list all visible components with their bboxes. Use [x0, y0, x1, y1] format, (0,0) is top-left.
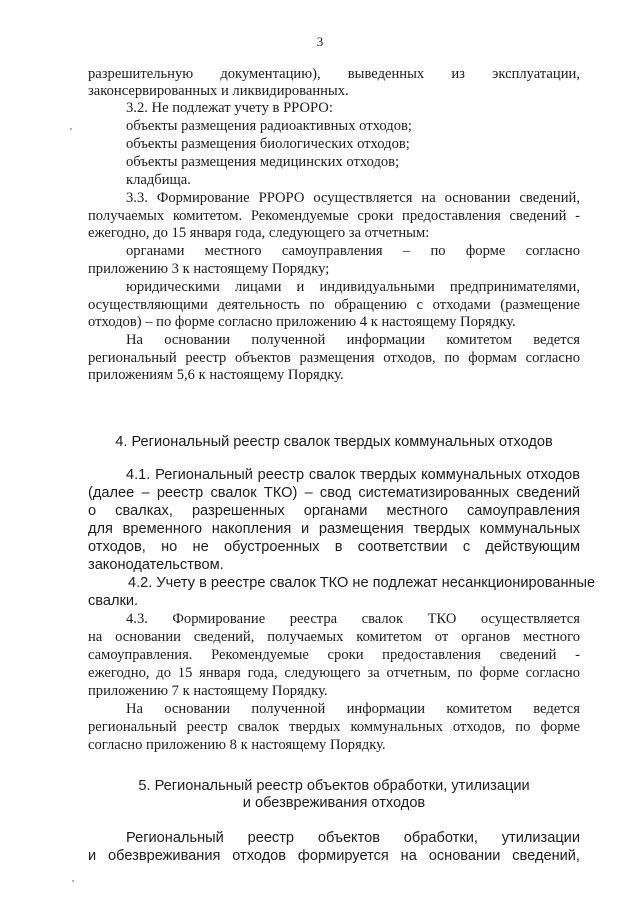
- paragraph-line: отходов) – по форме согласно приложению 4 к настоящему Порядку.: [88, 314, 516, 330]
- paragraph-line: (далее – реестр свалок ТКО) – свод систематизированных сведений: [88, 485, 580, 501]
- paragraph-line: приложению 7 к настоящему Порядку.: [88, 683, 328, 699]
- scan-speck: [70, 128, 72, 130]
- paragraph-line: согласно приложению 8 к настоящему Порядку.: [88, 737, 386, 753]
- paragraph-line: На основании полученной информации комитетом ведется: [126, 332, 580, 348]
- section-heading: 4. Региональный реестр свалок твердых коммунальных отходов: [115, 434, 553, 450]
- paragraph-line: Региональный реестр объектов обработки, утилизации: [126, 830, 580, 846]
- paragraph-line: 3.2. Не подлежат учету в РРОРО:: [126, 100, 333, 116]
- scan-speck: [72, 880, 74, 882]
- paragraph-line: законодательством.: [88, 557, 224, 573]
- list-item: объекты размещения медицинских отходов;: [126, 154, 400, 170]
- paragraph-line: приложениям 5,6 к настоящему Порядку.: [88, 367, 344, 383]
- paragraph-line: отходов, но не обустроенных в соответствии с действующим: [88, 539, 580, 555]
- paragraph-line: получаемых комитетом. Рекомендуемые сроки предоставления сведений -: [88, 208, 580, 224]
- paragraph-line: региональный реестр свалок твердых коммунальных отходов, по форме: [88, 719, 580, 735]
- paragraph-line: органами местного самоуправления – по форме согласно: [126, 243, 580, 259]
- paragraph-line: на основании сведений, получаемых комитетом от органов местного: [88, 629, 580, 645]
- paragraph-line: региональный реестр объектов размещения отходов, по формам согласно: [88, 350, 580, 366]
- list-item: объекты размещения радиоактивных отходов;: [126, 118, 412, 134]
- paragraph-line: 4.3. Формирование реестра свалок ТКО осуществляется: [126, 611, 580, 627]
- list-item: кладбища.: [126, 172, 191, 188]
- section-heading-continued: и обезвреживания отходов: [242, 795, 426, 811]
- paragraph-line: ежегодно, до 15 января года, следующего за отчетным, по форме согласно: [88, 665, 580, 681]
- paragraph-line: для временного накопления и размещения твердых коммунальных: [88, 521, 580, 537]
- paragraph-line: 4.2. Учету в реестре свалок ТКО не подлежат несанкционированные: [128, 575, 596, 591]
- paragraph-line: свалки.: [88, 593, 139, 609]
- paragraph-line: о свалках, разрешенных органами местного самоуправления: [88, 503, 580, 519]
- paragraph-line: законсервированных и ликвидированных.: [88, 83, 349, 99]
- paragraph-line: 3.3. Формирование РРОРО осуществляется на основании сведений,: [126, 190, 580, 206]
- section-heading: 5. Региональный реестр объектов обработки, утилизации: [138, 778, 530, 794]
- paragraph-line: На основании полученной информации комитетом ведется: [126, 701, 580, 717]
- paragraph-line: 4.1. Региональный реестр свалок твердых коммунальных отходов: [126, 467, 580, 483]
- paragraph-line: ежегодно, до 15 января года, следующего за отчетным:: [88, 225, 430, 241]
- paragraph-line: приложению 3 к настоящему Порядку;: [88, 261, 330, 277]
- list-item: объекты размещения биологических отходов;: [126, 136, 410, 152]
- page-number: 3: [316, 34, 324, 49]
- paragraph-line: самоуправления. Рекомендуемые сроки предоставления сведений -: [88, 647, 580, 663]
- paragraph-line: осуществляющими деятельность по обращению с отходами (размещение: [88, 297, 580, 313]
- paragraph-line: юридическими лицами и индивидуальными предпринимателями,: [126, 279, 580, 295]
- paragraph-line: разрешительную документацию), выведенных из эксплуатации,: [88, 66, 580, 82]
- paragraph-line: и обезвреживания отходов формируется на основании сведений,: [88, 848, 580, 864]
